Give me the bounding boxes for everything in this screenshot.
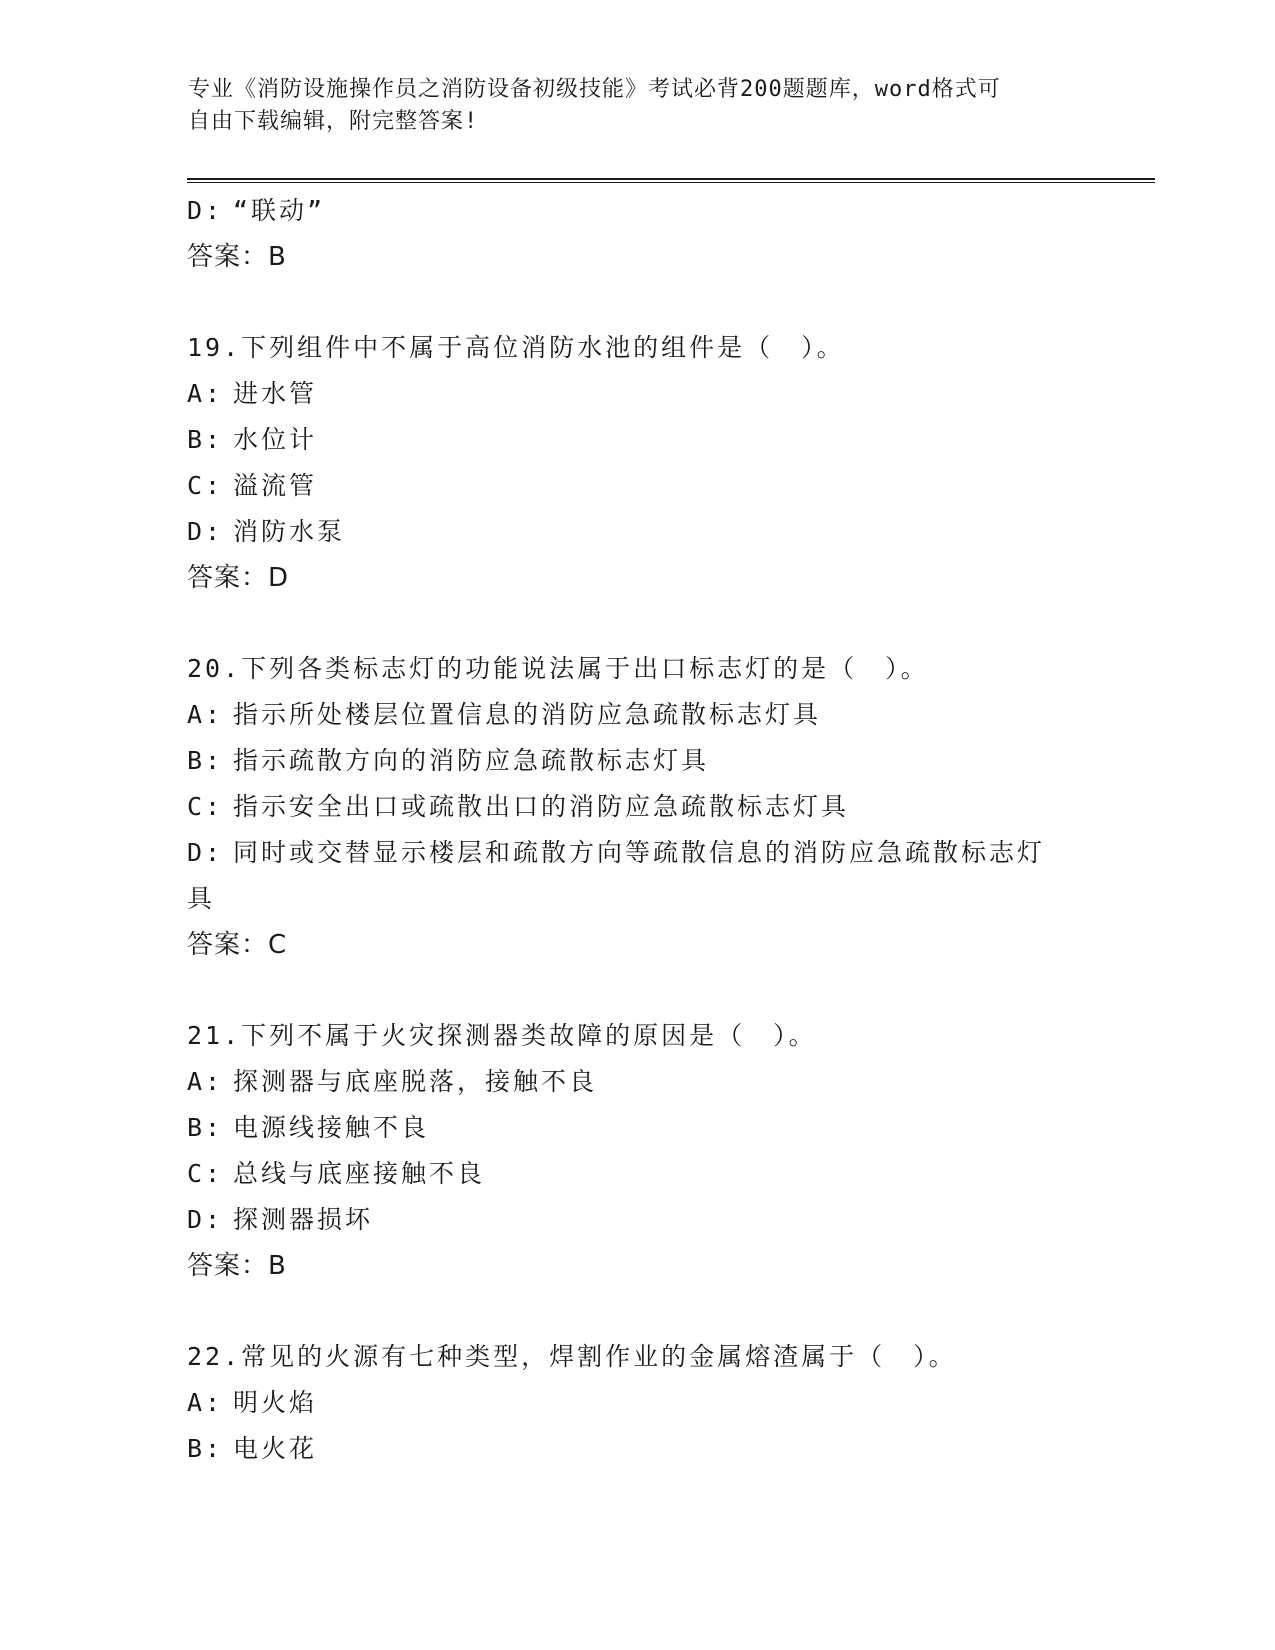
option-b	[187, 1105, 1087, 1151]
spacer	[187, 280, 1087, 325]
header-line-2: 自由下载编辑，附完整答案!	[188, 109, 479, 134]
option-text: 指示安全出口或疏散出口的消防应急疏散标志灯具	[233, 792, 850, 821]
question-20	[187, 646, 1087, 968]
option-letter: B:	[187, 1113, 224, 1142]
option-c	[187, 784, 1087, 830]
option-letter: B:	[187, 1434, 224, 1463]
option-letter: C:	[187, 471, 224, 500]
option-letter: C:	[187, 792, 224, 821]
option-a	[187, 1380, 1087, 1426]
spacer	[187, 968, 1087, 1013]
option-text: 探测器损坏	[233, 1205, 374, 1234]
option-a	[187, 371, 1087, 417]
option-letter: A:	[187, 700, 224, 729]
spacer	[187, 601, 1087, 646]
option-d-continuation: 具	[187, 884, 216, 913]
option-b	[187, 738, 1087, 784]
option-text: 指示疏散方向的消防应急疏散标志灯具	[233, 746, 710, 775]
option-text: 溢流管	[233, 471, 318, 500]
question-list	[187, 188, 1087, 1472]
question-22	[187, 1334, 1087, 1472]
option-d-previous	[187, 188, 1087, 234]
option-text: 探测器与底座脱落，接触不良	[233, 1067, 598, 1096]
option-letter: A:	[187, 1388, 224, 1417]
option-b	[187, 417, 1087, 463]
answer: 答案：C	[187, 930, 288, 960]
option-text: 电火花	[233, 1434, 318, 1463]
option-a	[187, 692, 1087, 738]
header-line-1: 专业《消防设施操作员之消防设备初级技能》考试必背200题题库，word格式可	[188, 77, 1001, 102]
option-d	[187, 830, 1087, 876]
option-text: 消防水泵	[233, 517, 346, 546]
option-letter: A:	[187, 379, 224, 408]
option-letter: D:	[187, 1205, 224, 1234]
question-stem: 21.下列不属于火灾探测器类故障的原因是（ ）。	[187, 1021, 817, 1050]
option-a	[187, 1059, 1087, 1105]
option-letter: B:	[187, 746, 224, 775]
option-letter: A:	[187, 1067, 224, 1096]
option-letter: C:	[187, 1159, 224, 1188]
option-letter: B:	[187, 425, 224, 454]
option-letter: D:	[187, 517, 224, 546]
option-d	[187, 1197, 1087, 1243]
question-stem: 20.下列各类标志灯的功能说法属于出口标志灯的是（ ）。	[187, 654, 929, 683]
option-text: 同时或交替显示楼层和疏散方向等疏散信息的消防应急疏散标志灯	[233, 838, 1046, 867]
option-text: 进水管	[233, 379, 318, 408]
option-letter: D:	[187, 196, 224, 225]
question-stem: 22.常见的火源有七种类型，焊割作业的金属熔渣属于（ ）。	[187, 1342, 957, 1371]
answer: 答案：D	[187, 563, 290, 593]
option-c	[187, 463, 1087, 509]
option-b	[187, 1426, 1087, 1472]
option-d	[187, 509, 1087, 555]
header-divider	[187, 178, 1155, 183]
option-text: “联动”	[233, 196, 326, 225]
option-text: 明火焰	[233, 1388, 318, 1417]
question-19	[187, 325, 1087, 601]
option-text: 总线与底座接触不良	[233, 1159, 486, 1188]
spacer	[187, 1289, 1087, 1334]
answer: 答案：B	[187, 1251, 287, 1281]
question-stem: 19.下列组件中不属于高位消防水池的组件是（ ）。	[187, 333, 845, 362]
document-header	[188, 74, 1088, 138]
option-c	[187, 1151, 1087, 1197]
option-text: 电源线接触不良	[233, 1113, 430, 1142]
option-text: 指示所处楼层位置信息的消防应急疏散标志灯具	[233, 700, 822, 729]
question-21	[187, 1013, 1087, 1289]
option-letter: D:	[187, 838, 224, 867]
option-text: 水位计	[233, 425, 318, 454]
answer-previous: 答案：B	[187, 242, 287, 272]
